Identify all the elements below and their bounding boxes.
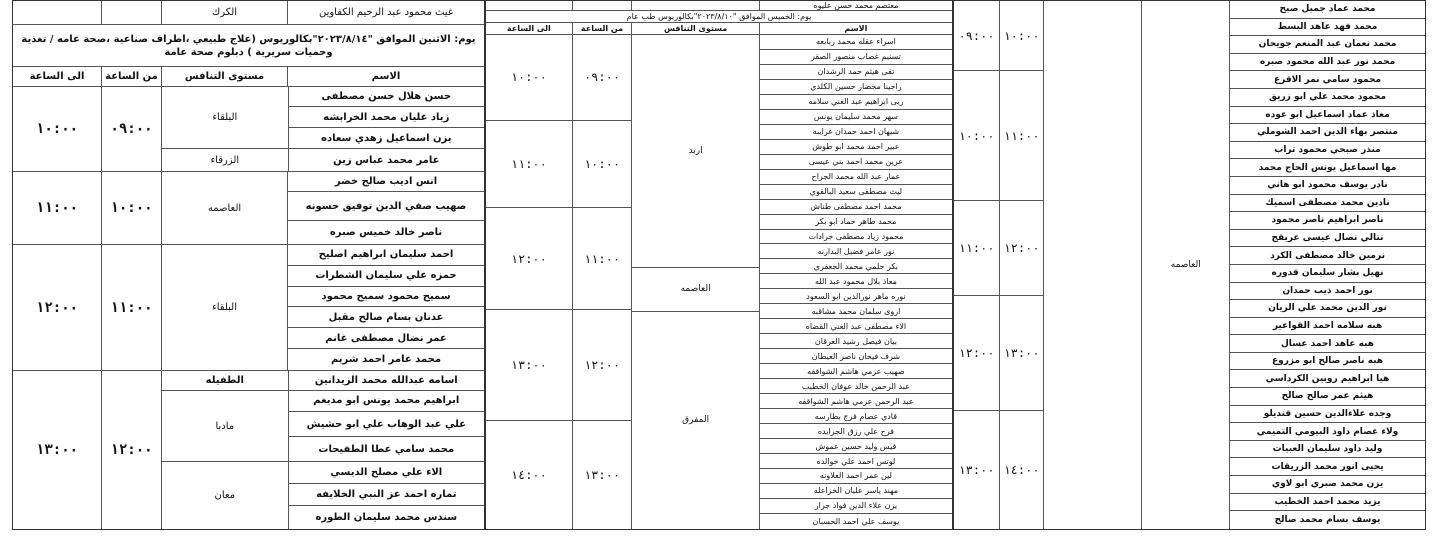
list-item: قيس وليد حسين عموش [760, 439, 952, 454]
empty-cell [486, 1, 572, 10]
list-item: يزن اسماعيل زهدي سعاده [321, 132, 452, 144]
list-item: نوره ماهر نورالدين ابو السعود [760, 289, 952, 304]
list-item: زياد عليان محمد الخرابشه [289, 107, 484, 127]
from-time: ١٣:٠٠ [583, 468, 621, 483]
names-column [1229, 1, 1425, 529]
region-cell: الكرك [161, 1, 287, 24]
to-time: ١٤:٠٠ [510, 468, 547, 483]
list-item: نادين محمد مصطفى اسميك [1230, 195, 1425, 213]
from-time: ١٢:٠٠ [573, 310, 632, 422]
header-to: الى الساعة [486, 23, 572, 35]
to-time: ١٠:٠٠ [999, 1, 1043, 70]
day-title: يوم: الاثنين الموافق "٢٠٢٣/٨/١٤"بكالوريوس (علاج طبيعي ،اطراف صناعية ،صحة عامه / تغذية وحميات سريرية ) دبلوم صحة عامة [21, 33, 476, 58]
list-item: يزن علاء الدين فواد جرار [760, 499, 952, 514]
empty-cell [101, 1, 161, 24]
list-item: بكر حلمي محمد الجعفري [760, 259, 952, 274]
list-item: نور الدين محمد علي الريان [1230, 300, 1425, 318]
list-item: حمزه علي سليمان الشطرات [288, 266, 484, 287]
region-cell: العاصمه [1141, 1, 1229, 529]
schedule-table-thursday [485, 0, 953, 530]
list-item: شيهان احمد حمدان غرايبه [760, 125, 952, 140]
region-cell: مادبا [215, 420, 235, 432]
empty-column [1043, 1, 1141, 529]
from-time: ١١:٠٠ [573, 208, 632, 310]
header-from: من الساعة [101, 67, 161, 86]
list-item: ولاء عصام داود البيومي التميمي [1230, 423, 1425, 441]
list-item: محمد نعمان عبد المنعم جويحان [1230, 36, 1425, 54]
day-title-row [486, 11, 952, 23]
region-cell: الزرقاء [210, 154, 240, 166]
time-pairs-column [954, 1, 1043, 529]
region-group [162, 371, 484, 391]
time-block [13, 87, 484, 172]
to-time: ١٠:٠٠ [35, 121, 79, 137]
list-item: نور عامر فضيل البدارنه [760, 244, 952, 259]
from-time: ٠٩:٠٠ [573, 35, 632, 121]
list-item: اروى سلمان محمد مشاقبه [760, 304, 952, 319]
list-item: مهند ياسر عليان الخزاعله [760, 484, 952, 499]
to-time: ١٠:٠٠ [486, 35, 572, 121]
list-item: ناصر ابراهيم ناصر محمود [1230, 212, 1425, 230]
to-time: ١٣:٠٠ [35, 442, 79, 458]
day-title-row [13, 25, 484, 67]
list-item: ابراهيم محمد يونس ابو مديغم [289, 391, 484, 412]
list-item: لوتس احمد علي خوالده [760, 454, 952, 469]
list-item: محمد احمد مصطفى طناش [760, 200, 952, 215]
empty-cell [572, 1, 632, 10]
to-column [486, 23, 572, 529]
header-region: مستوى التنافس [632, 23, 758, 35]
list-item: نور احمد ذيب حمدان [1230, 283, 1425, 301]
list-item: فرح علي رزق الجرايده [760, 424, 952, 439]
list-item: نرمين خالد مصطفى الكرد [1230, 247, 1425, 265]
list-item: نادر يوسف محمود ابو هاني [1230, 177, 1425, 195]
list-item: مها اسماعيل يونس الحاج محمد [1230, 159, 1425, 177]
time-block [13, 245, 484, 371]
from-time: ١٠:٠٠ [101, 172, 161, 244]
from-time: ٠٩:٠٠ [958, 28, 995, 43]
list-item: وليد داود سليمان العبيات [1230, 441, 1425, 459]
list-item: سندس محمد سليمان الطوره [315, 512, 458, 523]
region-cell: المفرق [682, 415, 710, 426]
empty-cell [13, 1, 101, 24]
header-from: من الساعة [573, 23, 632, 35]
empty-cell [631, 1, 758, 10]
list-item: راجينا مخضار حسين الكلدي [760, 80, 952, 95]
list-item: يحيى انور محمد الزريقات [1230, 458, 1425, 476]
region-cell: اربد [632, 35, 758, 268]
list-item: تماره احمد عز النبي الخلايفه [289, 484, 484, 506]
from-column [572, 23, 632, 529]
list-item: محمد سامي عطا الطفيحات [318, 443, 455, 455]
to-time: ١٤:٠٠ [999, 411, 1043, 529]
list-item: تقى هيثم حمد الرشدان [760, 65, 952, 80]
list-item: سميح محمود سميح محمود [288, 287, 484, 308]
region-cell: معان [214, 490, 236, 501]
body [954, 1, 1425, 529]
list-item: عرين محمد احمد بني عيسى [760, 155, 952, 170]
list-item: هبه ناصر صالح ابو مزروع [1230, 353, 1425, 371]
names-column [759, 23, 952, 529]
from-time: ٠٩:٠٠ [101, 87, 161, 171]
list-item: معاذ بلال محمود عبد الله [760, 274, 952, 289]
top-row [486, 1, 952, 11]
list-item: يوسف بسام محمد صالح [1274, 515, 1381, 526]
list-item: اسامه عبدالله محمد الزيدانين [314, 375, 458, 386]
list-item: عمار عبد الله محمد الجراح [760, 170, 952, 185]
list-item: صهيب صفي الدين توفيق حسونه [288, 192, 484, 222]
region-cell: الطفيله [205, 375, 244, 386]
list-item: ليث مصطفى سعيد البالقوي [760, 185, 952, 200]
from-time: ١١:٠٠ [101, 245, 161, 370]
groups [161, 87, 484, 171]
list-item: صهيب عزمي هاشم الشواقفه [760, 364, 952, 379]
to-time: ١٣:٠٠ [999, 296, 1043, 410]
from-time: ١٣:٠٠ [958, 463, 995, 477]
list-item: يوسف علي احمد الحسبان [812, 516, 900, 526]
header-to: الى الساعة [29, 71, 85, 82]
list-item: لين عمر احمد العلاونه [760, 469, 952, 484]
region-cell: العاصمه [161, 172, 287, 244]
to-time: ١٢:٠٠ [486, 208, 572, 310]
from-time: ١١:٠٠ [958, 241, 995, 255]
list-item: انس اديب صالح خضر [288, 172, 484, 192]
schedule-table-capital [953, 0, 1426, 530]
from-time: ١٠:٠٠ [958, 128, 995, 143]
header-region: مستوى التنافس [161, 67, 287, 86]
header-name: الاسم [760, 23, 952, 35]
name-cell: معتصم محمد حسن عليوه [759, 1, 952, 10]
list-item: احمد سليمان ابراهيم اصليح [288, 245, 484, 266]
list-item: ناصر خالد خميس صبره [329, 227, 443, 239]
list-item: حسن هلال حسن مصطفى [289, 87, 484, 107]
time-block [13, 172, 484, 245]
name-cell: غيث محمود عبد الرحيم الكفاوين [287, 1, 484, 24]
region-cell: البلقاء [161, 245, 287, 370]
list-item: عدنان بسام صالح مقبل [288, 307, 484, 328]
region-cell: العاصمه [632, 268, 758, 312]
list-item: عبد الرحمن خالد عوفان الخطيب [760, 379, 952, 394]
list-item: يزيد محمد احمد الخطيب [1230, 494, 1425, 512]
to-time: ١١:٠٠ [35, 200, 79, 216]
list-item: شرف فيحان ناصر العيطان [760, 349, 952, 364]
region-cell: البلقاء [212, 112, 238, 124]
list-item: معاذ عماد اسماعيل ابو عوده [1230, 107, 1425, 125]
header-name: الاسم [287, 67, 484, 86]
list-item: نهيل بشار سليمان قدوره [1230, 265, 1425, 283]
list-item: ربى ابراهيم عبد الغني سلامه [760, 95, 952, 110]
list-item: تسنيم غصاب منصور الصقر [760, 50, 952, 65]
region-group [162, 149, 484, 171]
list-item: اسراء عقله محمد ربابعه [760, 35, 952, 50]
list-item: عمر نضال مصطفى غانم [288, 328, 484, 349]
region-group [162, 462, 484, 529]
to-time: ١١:٠٠ [999, 71, 1043, 200]
region-group [162, 87, 484, 149]
list-item: قادي عصام فرج بطارسه [760, 409, 952, 424]
day-title: يوم: الخميس الموافق "٢٠٢٣/٨/١٠"بكالوريوس طب عام [626, 11, 812, 21]
body [486, 23, 952, 529]
from-time: ١٢:٠٠ [101, 371, 161, 529]
list-item: هيثم عمر صالح صالح [1230, 388, 1425, 406]
to-time: ١٢:٠٠ [999, 201, 1043, 295]
list-item: منذر صبحي محمود تراب [1230, 142, 1425, 160]
list-item: محمد طاهر حماد ابو بكر [760, 215, 952, 230]
list-item: يزن محمد صبري ابو لاوي [1230, 476, 1425, 494]
list-item: هبه عاهد احمد عسال [1230, 335, 1425, 353]
region-column [631, 23, 758, 529]
time-block [13, 371, 484, 529]
to-time: ١٢:٠٠ [35, 299, 79, 316]
list-item: بيان فيصل رشيد العرقان [760, 334, 952, 349]
list-item: محمود محمد علي ابو زريق [1230, 89, 1425, 107]
to-time: ١٣:٠٠ [486, 310, 572, 422]
list-item: الاء علي مصلح الديسي [289, 462, 484, 484]
list-item: الاء مصطفى عبد الغني القضاه [760, 319, 952, 334]
from-time: ١٢:٠٠ [958, 346, 995, 360]
region-group [162, 391, 484, 462]
schedule-table-monday [12, 0, 485, 530]
header-row [13, 67, 484, 87]
list-item: نتالي نضال عيسى عريقج [1230, 230, 1425, 248]
list-item: محمد عماد جميل صبح [1230, 1, 1425, 19]
to-time: ١١:٠٠ [486, 121, 572, 209]
list-item: محمد فهد عاهد البسط [1230, 19, 1425, 37]
list-item: منتصر بهاء الدين احمد الشوملي [1230, 124, 1425, 142]
list-item: عبد الرحمن عزمي هاشم الشواقفه [760, 394, 952, 409]
list-item: محمد نور عبد الله محمود صبره [1230, 54, 1425, 72]
list-item: محمود سامي نمر الاقرع [1230, 71, 1425, 89]
from-time: ١٠:٠٠ [573, 121, 632, 209]
list-item: عامر محمد عباس زين [333, 154, 440, 166]
list-item: هبه سلامه احمد القواعير [1230, 318, 1425, 336]
list-item: هيا ابراهيم روبين الكرداسي [1230, 370, 1425, 388]
list-item: سهر محمد سليمان يونس [760, 110, 952, 125]
top-row [13, 1, 484, 25]
list-item: وجده علاءالدين حسين قنديلو [1230, 406, 1425, 424]
list-item: عبير احمد محمد ابو طوش [760, 140, 952, 155]
list-item: علي عبد الوهاب علي ابو حشيش [289, 412, 484, 438]
list-item: محمد عامر احمد شريم [330, 354, 442, 366]
list-item: محمود زياد مصطفى جرادات [760, 230, 952, 245]
